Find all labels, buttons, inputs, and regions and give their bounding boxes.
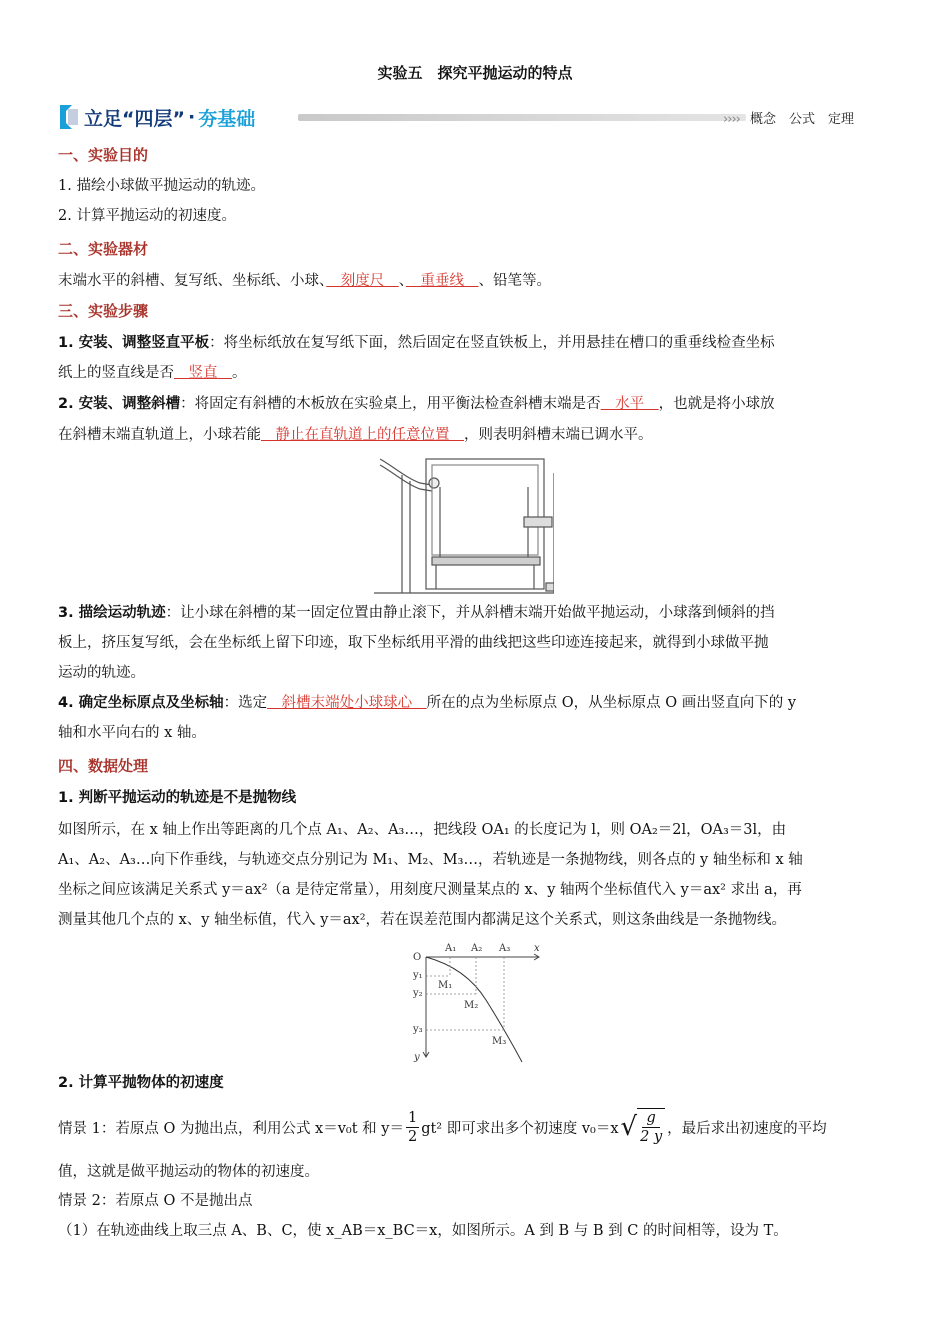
- banner-divider-bar: [298, 114, 746, 121]
- equipment-line: [58, 266, 892, 296]
- sqrt-sign-icon: √: [620, 1112, 638, 1142]
- A1-label: A₁: [445, 943, 457, 954]
- step3-number: 3: [58, 605, 69, 621]
- heading-experiment-purpose: 一、实验目的: [58, 146, 149, 164]
- y-axis-label: y: [414, 1052, 420, 1063]
- origin-label: O: [413, 952, 422, 963]
- step3-line1: [58, 598, 892, 628]
- sub1-number: 1: [58, 790, 69, 806]
- parabola-text-line2: A₁、A₂、A₃…向下作垂线，与轨迹交点分别记为 M₁、M₂、M₃…，若轨迹是一条抛物线，则各点的 y 轴坐标和 x 轴: [58, 852, 803, 868]
- M2-label: M₂: [464, 1000, 479, 1011]
- purpose-item-2: 2. 计算平抛运动的初速度。: [58, 208, 236, 224]
- blank-plumb-line: 重垂线: [406, 273, 479, 289]
- A3-label: A₃: [499, 943, 511, 954]
- step3-line3: 运动的轨迹。: [58, 665, 145, 681]
- parabola-text-line1: 如图所示，在 x 轴上作出等距离的几个点 A₁、A₂、A₃…，把线段 OA₁ 的长度记为 l，则 OA₂＝2l，OA₃＝3l，由: [58, 822, 787, 838]
- sqrt-expression: [621, 1108, 666, 1146]
- sub2-number: 2: [58, 1075, 69, 1091]
- step2-title: . 安装、调整斜槽: [68, 396, 181, 412]
- M3-label: M₃: [492, 1036, 507, 1047]
- fraction-half: [406, 1109, 419, 1146]
- step1-number: 1: [58, 335, 69, 351]
- heading-equipment: 二、实验器材: [58, 240, 149, 258]
- sub1-title: . 判断平抛运动的轨迹是不是抛物线: [68, 790, 297, 806]
- y1-label: y₁: [413, 970, 423, 981]
- step4-line1: [58, 688, 892, 718]
- equipment-sep: 、: [398, 273, 406, 289]
- x-axis-label: x: [534, 943, 540, 954]
- case2-line: 情景 2：若原点 O 不是抛出点: [58, 1193, 253, 1209]
- parabola-text-line4: 测量其他几个点的 x、y 轴坐标值，代入 y＝ax²，若在误差范围内都满足这个关系式，则这条曲线是一条抛物线。: [58, 912, 787, 928]
- banner-tags: 概念 公式 定理: [749, 112, 854, 127]
- case2-item-line: （1）在轨迹曲线上取三点 A、B、C，使 x_AB＝x_BC＝x，如图所示。A 到 B 与 B 到 C 的时间相等，设为 T。: [58, 1223, 788, 1239]
- parabola-figure: [406, 938, 546, 1064]
- step2-text-d: ，则表明斜槽末端已调水平。: [464, 427, 653, 443]
- step4-number: 4: [58, 695, 69, 711]
- step4-title: . 确定坐标原点及坐标轴: [68, 695, 224, 711]
- sub1-heading: [58, 783, 892, 813]
- y2-label: y₂: [413, 988, 423, 999]
- case1-text-b: gt² 即可求出多个初速度 v₀＝x: [421, 1120, 619, 1137]
- blank-ball-center: 斜槽末端处小球球心: [267, 695, 427, 711]
- A2-label: A₂: [471, 943, 483, 954]
- step1-text-a: ：将坐标纸放在复写纸下面，然后固定在竖直铁板上，并用悬挂在槽口的重垂线检查坐标: [209, 335, 775, 351]
- step4-text-b: 所在的点为坐标原点 O，从坐标原点 O 画出竖直向下的 y: [426, 695, 797, 711]
- step2-line1: [58, 389, 892, 419]
- step1-title: . 安装、调整竖直平板: [68, 335, 210, 351]
- step2-text-c: 在斜槽末端直轨道上，小球若能: [58, 427, 261, 443]
- heading-data-processing: 四、数据处理: [58, 757, 149, 775]
- step2-text-a: ：将固定有斜槽的木板放在实验桌上，用平衡法检查斜槽末端是否: [180, 396, 601, 412]
- parabola-text-line3: 坐标之间应该满足关系式 y＝ax²（a 是待定常量），用刻度尺测量某点的 x、y 轴两个坐标值代入 y＝ax² 求出 a，再: [58, 882, 802, 898]
- blank-rest-anywhere: 静止在直轨道上的任意位置: [261, 427, 464, 443]
- banner-dot: ·: [187, 106, 196, 128]
- blank-vertical: 竖直: [174, 365, 232, 381]
- chevron-arrows-icon: ››››: [723, 112, 740, 127]
- sqrt-numerator: g: [642, 1109, 659, 1128]
- fraction-denominator: 2: [407, 1128, 418, 1145]
- sqrt-fraction: [637, 1108, 665, 1146]
- sqrt-denominator: 2 y: [640, 1129, 663, 1145]
- page-title: 实验五 探究平抛运动的特点: [377, 64, 573, 82]
- step4-line2: 轴和水平向右的 x 轴。: [58, 725, 206, 741]
- equipment-text-b: 、铅笔等。: [478, 273, 551, 289]
- fraction-numerator: 1: [407, 1109, 418, 1126]
- step1-line2: [58, 358, 892, 388]
- blank-horizontal: 水平: [600, 396, 659, 412]
- step2-number: 2: [58, 396, 69, 412]
- step3-line2: 板上，挤压复写纸，会在坐标纸上留下印迹，取下坐标纸用平滑的曲线把这些印迹连接起来，就得到小球做平抛: [58, 635, 769, 651]
- step3-title: . 描绘运动轨迹: [68, 605, 166, 621]
- case1-line2: 值，这就是做平抛运动的物体的初速度。: [58, 1164, 319, 1180]
- sub2-title: . 计算平抛物体的初速度: [68, 1075, 224, 1091]
- banner-right-text: 夯基础: [198, 107, 256, 130]
- apparatus-figure: [374, 453, 554, 596]
- case1-line: [58, 1102, 892, 1152]
- step1-line1: [58, 328, 892, 358]
- blank-ruler: 刻度尺: [326, 273, 399, 289]
- M1-label: M₁: [438, 980, 453, 991]
- sub2-heading: [58, 1068, 892, 1098]
- section-banner: [58, 100, 892, 134]
- step2-text-b: ，也就是将小球放: [658, 396, 775, 412]
- y3-label: y₃: [413, 1024, 423, 1035]
- step4-text-a: ：选定: [223, 695, 268, 711]
- banner-bracket-icon: [58, 103, 80, 131]
- step2-line2: [58, 420, 892, 450]
- step1-text-c: 。: [232, 365, 247, 381]
- purpose-item-1: 1. 描绘小球做平抛运动的轨迹。: [58, 178, 265, 194]
- equipment-text-a: 末端水平的斜槽、复写纸、坐标纸、小球、: [58, 273, 327, 289]
- step3-text-a: ：让小球在斜槽的某一固定位置由静止滚下，并从斜槽末端开始做平抛运动，小球落到倾斜的挡: [165, 605, 775, 621]
- case1-text-a: 情景 1：若原点 O 为抛出点，利用公式 x＝v₀t 和 y＝: [58, 1120, 404, 1137]
- step1-text-b: 纸上的竖直线是否: [58, 365, 174, 381]
- banner-left-text: 立足“四层”: [84, 107, 185, 130]
- case1-text-c: ，最后求出初速度的平均: [667, 1120, 827, 1137]
- heading-steps: 三、实验步骤: [58, 302, 149, 320]
